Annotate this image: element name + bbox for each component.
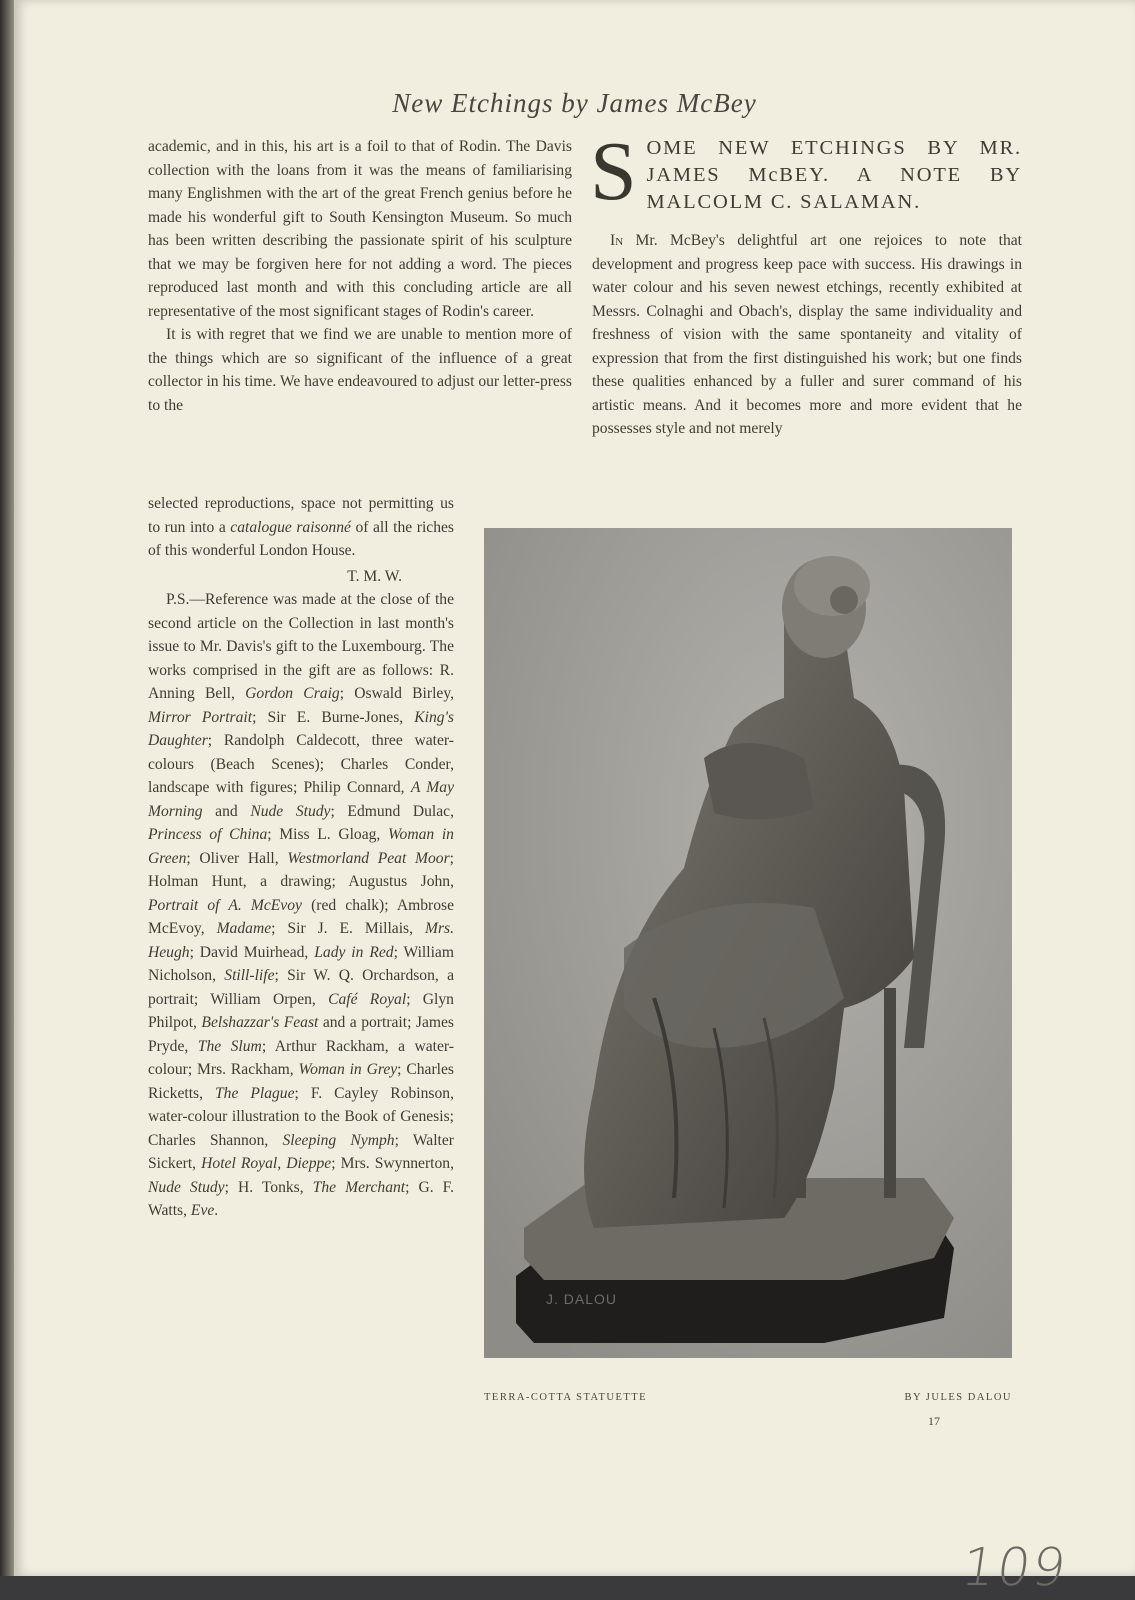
plate-caption-title: TERRA-COTTA STATUETTE — [484, 1392, 648, 1403]
artwork-title: Eve — [190, 1202, 215, 1219]
base-inscription: J. DALOU — [546, 1291, 618, 1307]
article-heading-text: OME NEW ETCHINGS BY MR. JAMES McBEY. A NOTE BY MALCOLM C. SALAMAN. — [646, 137, 1022, 213]
artwork-title: Mrs. Heugh — [148, 920, 454, 961]
artwork-title: Lady in Red — [314, 943, 394, 961]
text-run: ; Glyn Philpot, — [148, 990, 454, 1031]
plate-caption-artist: BY JULES DALOU — [904, 1392, 1012, 1403]
text-run: ; Sir E. Burne-Jones, — [252, 708, 415, 726]
artwork-title: Mirror Portrait — [148, 708, 253, 726]
right-column — [590, 125, 1022, 441]
drop-cap: S — [590, 125, 639, 218]
text-run: ; Sir W. Q. Orchardson, a portrait; William Orpen, — [148, 967, 454, 1008]
article-heading — [590, 125, 1022, 218]
artwork-title: Gordon Craig — [245, 685, 340, 702]
artwork-title: King's Daughter — [148, 708, 454, 749]
artwork-title: Nude Study — [148, 1178, 225, 1196]
artwork-title: Madame — [216, 920, 272, 937]
running-head: New Etchings by James McBey — [392, 88, 757, 118]
artwork-title: A May Morning — [148, 779, 454, 820]
paragraph: academic, and in this, his art is a foil to that of Rodin. The Davis collection with the loans from it was the means of familiarising many Englishmen with the art of the great French genius before he made his wonderful gift to South Kensington Museum. So much has been written describing the passionate spirit of his sculpture that we may be forgiven here for not adding a word. The pieces reproduced last month and with this concluding article are all representative of the most significant stages of Rodin's career. — [148, 138, 572, 320]
artwork-title: Woman in Grey — [298, 1061, 398, 1078]
text-run: ; Oswald Birley, — [339, 685, 455, 702]
text-run: ; H. Tonks, — [224, 1178, 313, 1196]
text-run: ; Holman Hunt, a drawing; Augustus John, — [148, 849, 454, 890]
artwork-title: Café Royal — [328, 990, 407, 1008]
text-run: ; Mrs. Swynnerton, — [331, 1155, 454, 1172]
artwork-title: Belshazzar's Feast — [201, 1014, 319, 1031]
text-run: (red chalk); Ambrose McEvoy, — [148, 896, 455, 937]
text-run: and a portrait; James Pryde, — [148, 1014, 454, 1055]
statuette-photograph — [484, 528, 1012, 1358]
text-run: ; Charles Ricketts, — [148, 1061, 454, 1102]
text-run: ; Miss L. Gloag, — [267, 826, 388, 843]
text-run: P.S.—Reference was made at the close of the second article on the Collection in last month's issue to Mr. Davis's gift to the Luxembourg. The works comprised in the gift are as follows: R. Anning Bell, — [148, 591, 454, 702]
text-run: Mr. McBey's delightful art one rejoices to note that development and progress keep pace with success. His drawings in water colour and his seven newest etchings, recently exhibited at Messrs. Colnaghi and Obach's, display the same individuality and freshness of vision with the same spontaneity and vitality of expression that from the first distinguished his work; but one finds these qualities enhanced by a fuller and surer command of his artistic means. And it becomes more and more evident that he possesses style and not merely — [592, 232, 1022, 437]
artwork-title: The Plague — [214, 1084, 295, 1102]
paragraph-continued — [148, 492, 454, 563]
artwork-title: The Slum — [197, 1037, 262, 1055]
text-run: ; Arthur Rackham, a water-colour; Mrs. Rackham, — [148, 1037, 454, 1078]
artwork-title: Princess of China — [148, 826, 268, 843]
text-run: ; Randolph Caldecott, three water-colours (Beach Scenes); Charles Conder, landscape with figures; Philip Connard, — [148, 732, 454, 796]
text-run: ; Edmund Dulac, — [330, 802, 454, 820]
artwork-title: Nude Study — [250, 802, 331, 820]
page-number: 17 — [928, 1414, 940, 1428]
text-run: ; F. Cayley Robinson, water-colour illustration to the Book of Genesis; Charles Shannon, — [148, 1084, 454, 1149]
author-signoff: T. M. W. — [347, 567, 402, 585]
left-column-narrow — [148, 492, 454, 1223]
magazine-page — [14, 0, 1135, 1598]
text-run: and — [202, 802, 251, 820]
text-run: ; G. F. Watts, — [148, 1178, 454, 1219]
statuette-illustration — [484, 528, 1012, 1358]
text-run: ; Sir J. E. Millais, — [271, 920, 425, 937]
artwork-title: Hotel Royal, Dieppe — [201, 1155, 332, 1172]
artwork-title: Sleeping Nymph — [282, 1131, 395, 1149]
artwork-title: Still-life — [224, 967, 275, 984]
text-run: ; William Nicholson, — [148, 943, 454, 984]
italic-text-run: catalogue raisonné — [230, 518, 351, 536]
handwritten-page-number: 109 — [957, 1538, 1072, 1598]
text-run: ; Walter Sickert, — [148, 1131, 454, 1172]
text-run: ; Oliver Hall, — [186, 849, 288, 867]
left-column-top — [148, 135, 572, 417]
postscript-paragraph — [148, 588, 454, 1223]
text-run: ; David Muirhead, — [189, 943, 315, 961]
text-run: . — [214, 1202, 219, 1219]
artwork-title: The Merchant — [312, 1178, 406, 1196]
artwork-title: Portrait of A. McEvoy — [148, 896, 302, 914]
text-run: selected reproductions, space not permitting us to run into a — [148, 495, 454, 536]
text-run: of all the riches of this wonderful London House. — [148, 518, 454, 559]
artwork-title: Westmorland Peat Moor — [287, 849, 450, 867]
lead-in: In — [610, 232, 624, 249]
paragraph — [592, 229, 1022, 441]
artwork-title: Woman in Green — [148, 826, 454, 867]
paragraph: It is with regret that we find we are unable to mention more of the things which are so significant of the influence of a great collector in his time. We have endeavoured to adjust our letter-press to the — [148, 326, 572, 414]
